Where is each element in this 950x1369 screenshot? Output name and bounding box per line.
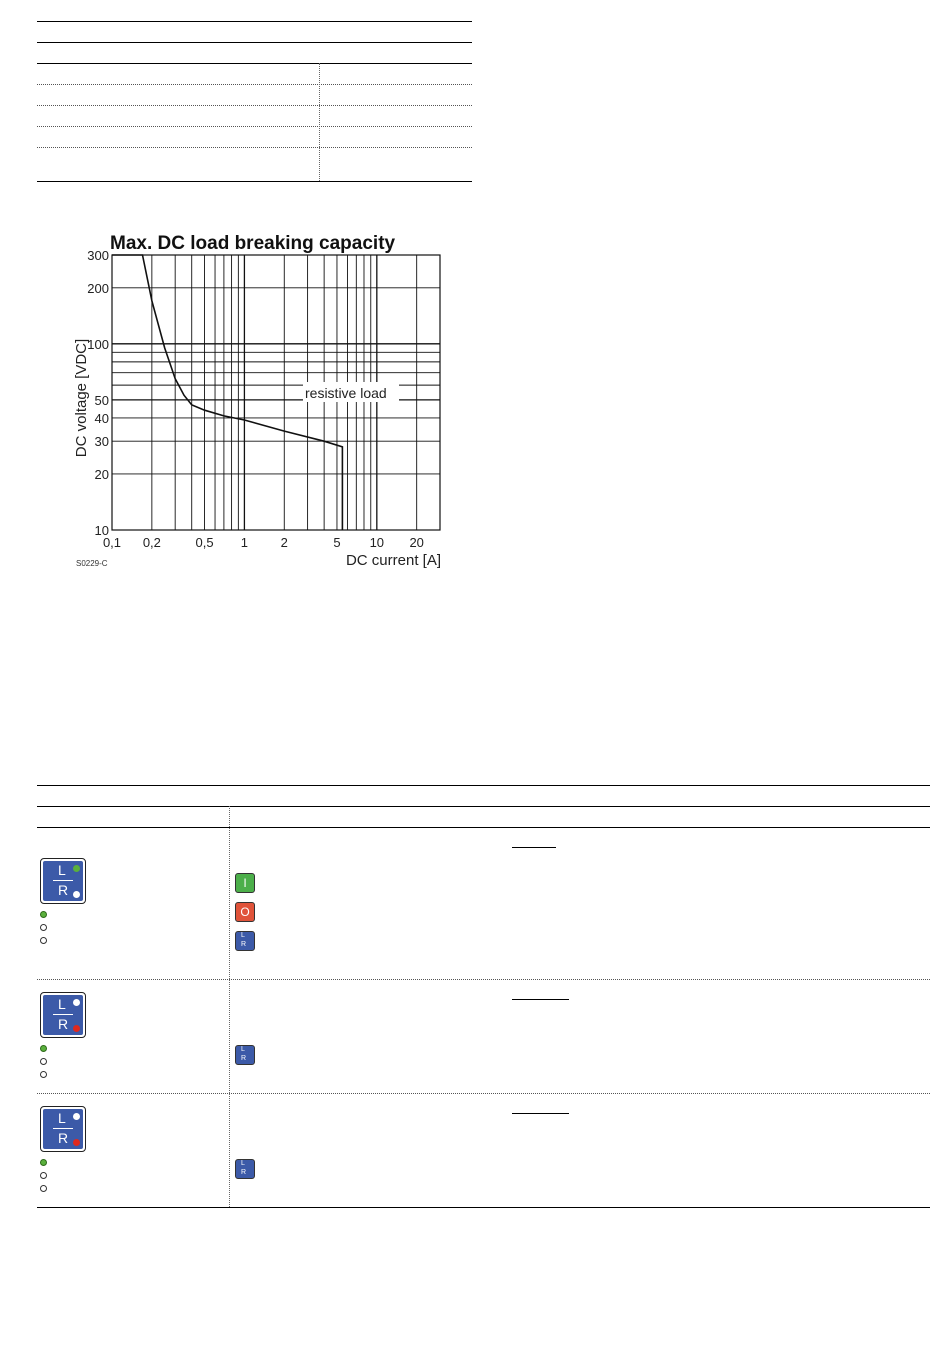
table-column-divider — [319, 63, 320, 181]
x-tick-label: 0,1 — [102, 535, 122, 550]
lr-small-icon — [235, 931, 255, 951]
table-rule — [37, 21, 472, 22]
table-row-divider — [37, 1093, 930, 1094]
chart-title: Max. DC load breaking capacity — [110, 233, 396, 254]
white-dot-icon — [73, 891, 80, 898]
led-off-icon — [40, 1172, 47, 1179]
table-rule — [37, 827, 930, 828]
x-tick-label: 10 — [369, 535, 385, 550]
lr-selector-icon — [40, 992, 86, 1038]
table-column-divider — [229, 806, 230, 1207]
y-tick-label: 10 — [94, 523, 109, 538]
lr-small-r: R — [241, 1169, 247, 1176]
table-rule — [37, 42, 472, 43]
y-tick-label: 300 — [87, 248, 109, 263]
y-tick-label: 200 — [87, 280, 109, 296]
red-dot-icon — [73, 1025, 80, 1032]
y-tick-label: 100 — [87, 336, 109, 352]
lr-small-icon — [235, 1159, 255, 1179]
y-tick-label: 50 — [94, 392, 109, 408]
underline — [512, 999, 569, 1000]
chart-code: S0229-C — [76, 559, 108, 568]
lr-icon-l: L — [58, 996, 66, 1012]
table-rule — [37, 1207, 930, 1208]
lr-selector-icon — [40, 858, 86, 904]
lr-icon-r: R — [58, 1016, 69, 1032]
y-tick-label: 20 — [94, 466, 109, 482]
y-tick-labels — [87, 248, 109, 538]
led-green-icon — [40, 1159, 47, 1166]
led-off-icon — [40, 937, 47, 944]
red-dot-icon — [73, 1139, 80, 1146]
table-rule — [37, 181, 472, 182]
lr-icon-l: L — [58, 862, 66, 878]
table-rule — [37, 63, 472, 64]
white-dot-icon — [73, 1113, 80, 1120]
x-tick-label: 20 — [409, 535, 424, 550]
x-tick-label: 0,5 — [195, 535, 214, 550]
dc-breaking-capacity-chart — [60, 220, 460, 580]
table-row-divider — [37, 126, 472, 127]
underline — [512, 847, 556, 848]
table-rule — [37, 785, 930, 786]
lr-small-r: R — [241, 941, 247, 948]
chart-annotation: resistive load — [305, 385, 387, 401]
table-row-divider — [37, 84, 472, 85]
table-rule — [37, 806, 930, 807]
x-axis-label: DC current [A] — [345, 552, 441, 569]
lr-small-l: L — [241, 1160, 245, 1167]
green-dot-icon — [73, 865, 80, 872]
led-off-icon — [40, 1058, 47, 1065]
led-green-icon — [40, 1045, 47, 1052]
lr-selector-icon — [40, 1106, 86, 1152]
off-button-icon: O — [235, 902, 255, 922]
x-tick-label: 5 — [333, 535, 341, 550]
table-row-divider — [37, 979, 930, 980]
table-row-divider — [37, 147, 472, 148]
y-tick-label: 30 — [94, 434, 109, 450]
x-tick-label: 1 — [240, 535, 249, 550]
y-tick-label: 40 — [94, 410, 109, 426]
lr-small-r: R — [241, 1055, 247, 1062]
on-button-icon: I — [235, 873, 255, 893]
lr-icon-l: L — [58, 1110, 66, 1126]
lr-small-l: L — [241, 932, 245, 939]
led-green-icon — [40, 911, 47, 918]
led-off-icon — [40, 1185, 47, 1192]
lr-small-l: L — [241, 1046, 245, 1053]
led-off-icon — [40, 924, 47, 931]
x-tick-labels — [103, 535, 424, 550]
y-axis-label: DC voltage [VDC] — [73, 338, 90, 458]
x-tick-label: 2 — [280, 535, 288, 550]
white-dot-icon — [73, 999, 80, 1006]
lr-small-icon — [235, 1045, 255, 1065]
x-tick-label: 0,2 — [142, 535, 161, 550]
table-row-divider — [37, 105, 472, 106]
lr-icon-r: R — [58, 1130, 69, 1146]
underline — [512, 1113, 569, 1114]
led-off-icon — [40, 1071, 47, 1078]
lr-icon-r: R — [58, 882, 69, 898]
